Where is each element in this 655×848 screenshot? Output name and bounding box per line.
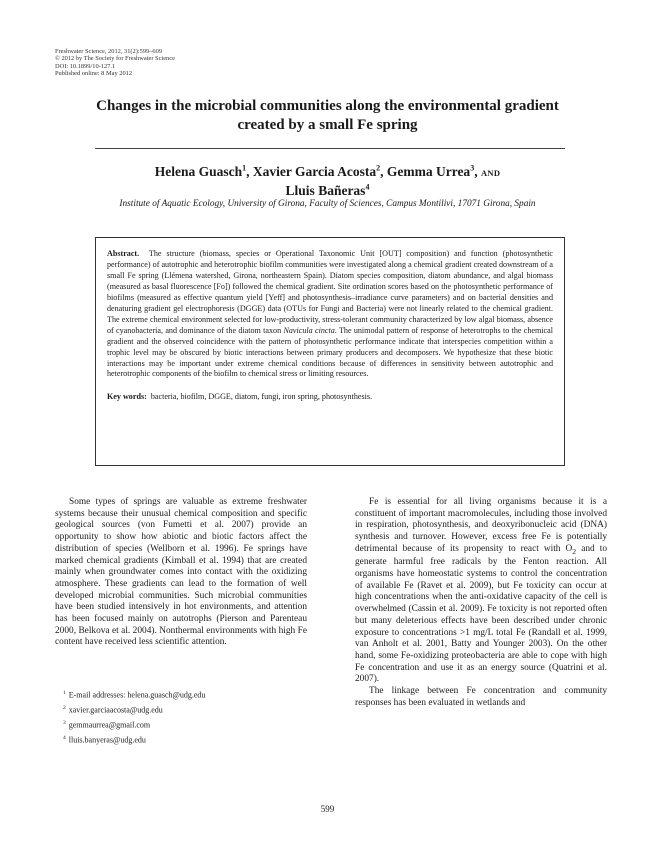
keywords	[107, 391, 553, 402]
author-name: Xavier Garcia Acosta	[252, 164, 377, 179]
body-column-left	[55, 497, 307, 649]
author-conjunction: AND	[480, 168, 501, 178]
footnote-text: xavier.garciaacosta@udg.edu	[68, 705, 163, 715]
affiliation: Institute of Aquatic Ecology, University of Girona, Faculty of Sciences, Campus Montilivi, 17071 Girona, Spain	[119, 199, 536, 209]
author-sup: 2	[376, 163, 381, 173]
author-list: Helena Guasch$^1$, Xavier Garcia Acosta$^2$, Gemma Urrea$^3$, AND Lluis Bañeras$^4$	[154, 163, 501, 198]
o2-subscript: 2	[572, 546, 577, 556]
journal-header	[55, 48, 175, 77]
body-paragraph	[355, 497, 607, 686]
footnote	[63, 702, 303, 717]
footnote-number: 2	[63, 704, 66, 711]
body-text-cont: and to generate harmful free radicals by the Fenton reaction. All organisms have homeostatic systems to control the concentration of available Fe (Ravet et al. 2009), but Fe toxicity can occur at high concentrations when the anti-oxidative capacity of the cell is overwhelmed (Cassin et al. 2009). Fe toxicity is not reported often but many deleterious effects have been described under chronic exposure to concentrations >1 mg/L total Fe (Randall et al. 1999, van Anholt et al. 2001, Batty and Younger 2003). On the other hand, some Fe-oxidizing proteobacteria are able to cope with high Fe concentration and use it as an energy source (Quatrini et al. 2007).	[355, 543, 607, 685]
footnote-number: 1	[63, 690, 66, 696]
author-name: Helena Guasch	[154, 164, 243, 179]
doi-line: DOI: 10.1899/10-127.1	[55, 62, 116, 70]
abstract-label: Abstract.	[107, 249, 140, 258]
author-name: Lluis Bañeras	[285, 183, 366, 198]
footnote	[63, 717, 303, 732]
author-sup: 4	[365, 182, 370, 192]
body-paragraph: The linkage between Fe concentration and community responses has been evaluated in wetlands and	[355, 686, 607, 708]
body-paragraph: Some types of springs are valuable as extreme freshwater systems because their unusual chemical composition and specific geological sources (von Fumetti et al. 2007) provide an opportunity to show how abiotic and biotic factors affect the distribution of species (Wellborn et al. 1996). Fe springs have marked chemical gradients (Kimball et al. 1994) that are created mainly when groundwater comes into contact with the oxidizing atmosphere. These gradients can lead to the formation of well developed microbial communities. Such microbial communities have been studied intensively in hot environments, and attention has been focused mainly on autotrophs (Pierson and Parenteau 2000, Belkova et al. 2004). Nonthermal environments with high Fe content have received less scientific attention.	[55, 497, 307, 648]
abstract-body-cont: . The unimodal pattern of response of heterotrophs to the chemical gradient and the observed coincidence with the pattern of photosynthetic performance indicate that interspecies competition within a trophic level may be obscured by biotic interactions between primary producers and decomposers. We hypothesize that these biotic interactions may be important under extreme chemical conditions because of differences in sensitivity between autotrophic and heterotrophic components of the biofilm to chemical stress or limiting resources.	[107, 325, 553, 379]
abstract-box	[95, 237, 565, 466]
page-number: 599	[320, 804, 335, 814]
title-rule	[95, 148, 565, 149]
journal-citation: Freshwater Science, 2012, 31(2):599–609	[55, 48, 163, 55]
author-name: Gemma Urrea	[386, 164, 471, 179]
author-sup: 3	[470, 163, 475, 173]
published-line: Published online: 8 May 2012	[55, 69, 133, 77]
footnote-number: 3	[63, 719, 66, 726]
abstract	[107, 249, 553, 380]
taxon-name: Navicula cincta	[283, 325, 335, 335]
body-text: Fe is essential for all living organisms because it is a constituent of important macromolecules, including those involved in respiration, photosynthesis, and deoxyribonucleic acid (DNA) synthesis and turnover. However, excess free Fe is potentially detrimental because of its propensity to react with O	[355, 497, 607, 554]
abstract-body: The structure (biomass, species or Operational Taxonomic Unit [OUT] composition) and function (photosynthetic performance) of autotrophic and heterotrophic biofilm communities were investigated along a chemical gradient created downstream of a small Fe spring (Llémena watershed, Girona, northeastern Spain). Diatom species composition, diatom abundance, and algal biomass (measured as basal fluorescence [Fo]) followed the chemical gradient. Site ordination scores based on the photosynthetic performance of biofilms (measured as effective quantum yield [Yeff] and photosynthesis–irradiance curve parameters) and on bacterial densities and denaturing gradient gel electrophoresis (DGGE) data (OTUs for Fungi and Bacteria) were not linearly related to the chemical gradient. The extreme chemical environment selected for low-productivity, stress-tolerant community characterized by low algal biomass, absence of cyanobacteria, and dominance of the diatom taxon	[107, 249, 553, 335]
footnote	[63, 732, 303, 747]
body-column-right	[355, 497, 607, 710]
footnote-text: lluis.banyeras@udg.edu	[68, 735, 146, 745]
footnote-text: E-mail addresses: helena.guasch@udg.edu	[68, 690, 206, 700]
footnotes	[63, 687, 303, 746]
keywords-text: bacteria, biofilm, DGGE, diatom, fungi, iron spring, photosynthesis.	[150, 392, 373, 402]
footnote-number: 4	[63, 734, 66, 741]
keywords-label: Key words:	[107, 392, 147, 402]
footnote-text: gemmaurrea@gmail.com	[68, 720, 151, 730]
footnote	[63, 687, 303, 702]
copyright-line: © 2012 by The Society for Freshwater Science	[55, 55, 175, 63]
author-sup: 1	[242, 163, 247, 173]
article-title: Changes in the microbial communities along the environmental gradient created by a small Fe spring	[96, 98, 559, 133]
